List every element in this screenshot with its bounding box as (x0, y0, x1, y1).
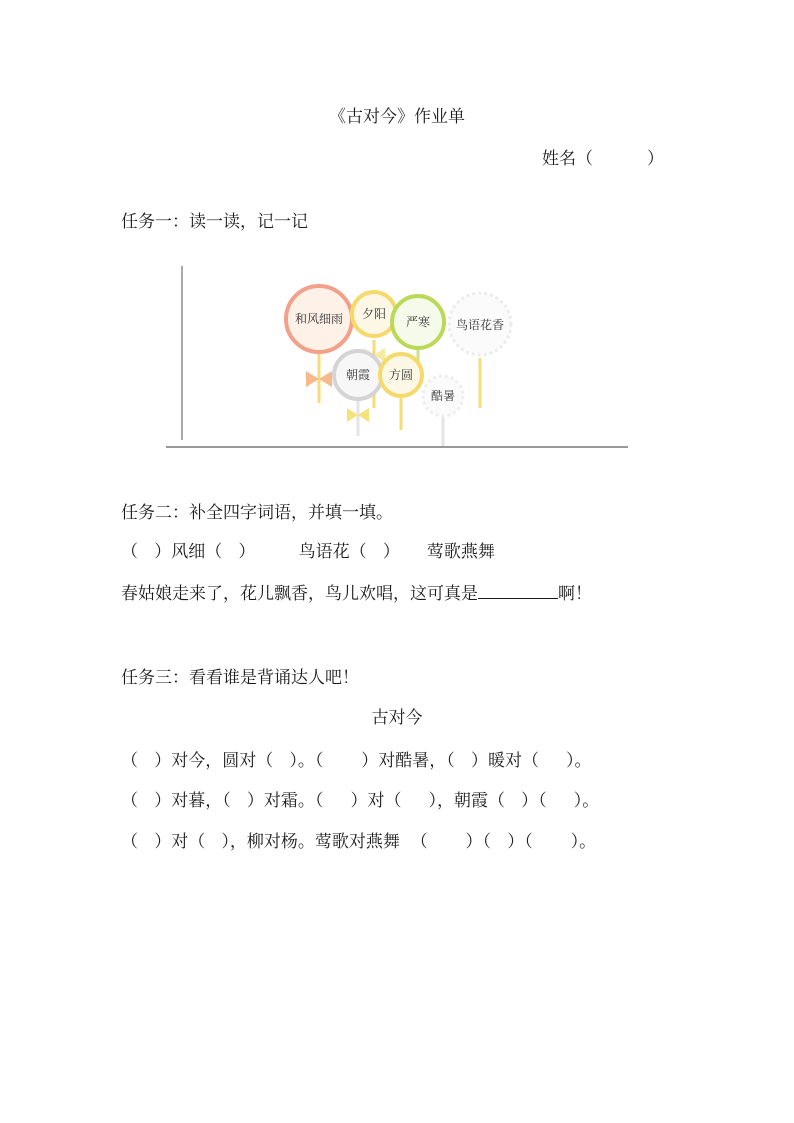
poem-title: 古对今 (371, 708, 423, 728)
answer-blank[interactable] (478, 582, 558, 599)
bubble-label: 朝霞 (345, 368, 371, 382)
task1-heading: 任务一：读一读，记一记 (121, 212, 308, 232)
task2-sentence-start: 春姑娘走来了，花儿飘香，鸟儿欢唱，这可真是 (121, 584, 478, 604)
bubble-label: 鸟语花香 (455, 318, 505, 332)
bubble-label: 和风细雨 (294, 312, 344, 326)
task3-heading: 任务三：看看谁是背诵达人吧！ (121, 668, 359, 688)
task2-sentence-line (121, 582, 592, 605)
bubble-label: 酷暑 (430, 389, 456, 403)
name-field[interactable]: 姓名（ ） (542, 149, 665, 169)
bubble-label: 严寒 (405, 315, 431, 329)
poem-line-2[interactable]: （ ）对暮，（ ）对霜。（ ）对（ ），朝霞（ ）（ ）。 (121, 791, 600, 811)
task2-heading: 任务二：补全四字词语，并填一填。 (121, 503, 393, 523)
bubble-label: 方圆 (388, 368, 414, 382)
poem-line-3[interactable]: （ ）对（ ），柳对杨。莺歌对燕舞 （ ）（ ）（ ）。 (121, 832, 597, 852)
page-title: 《古对今》作业单 (329, 107, 465, 127)
lollipop-illustration (160, 258, 630, 450)
bubble-label: 夕阳 (361, 307, 387, 321)
task2-word-line[interactable]: （ ）风细（ ） 鸟语花（ ） 莺歌燕舞 (121, 542, 495, 562)
task2-sentence-end: 啊！ (558, 584, 592, 604)
poem-line-1[interactable]: （ ）对今，圆对（ ）。（ ）对酷暑，（ ）暖对（ ）。 (121, 751, 592, 771)
